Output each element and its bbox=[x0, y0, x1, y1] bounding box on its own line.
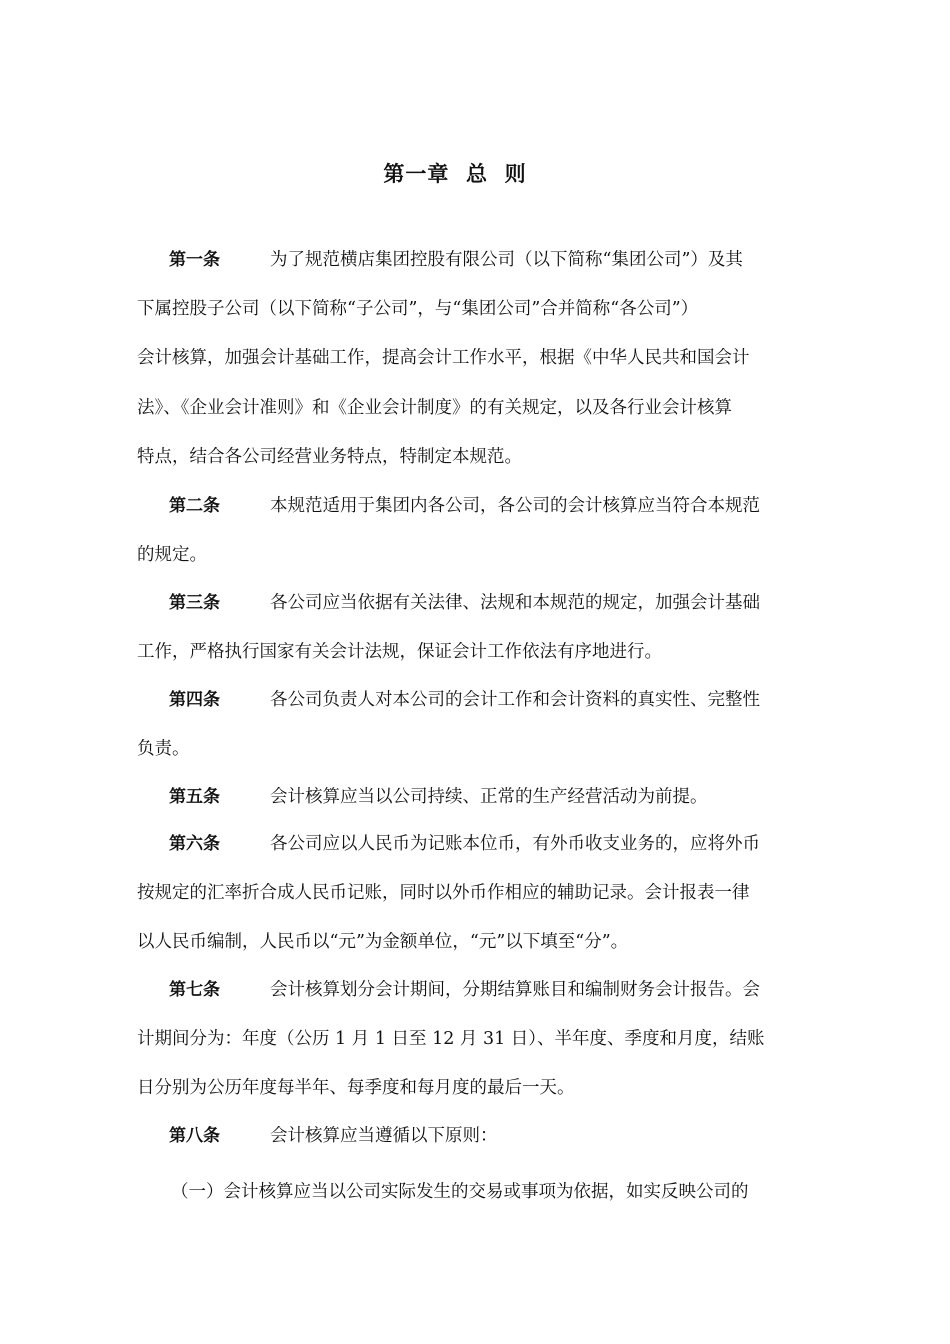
article-2-line-1: 本规范适用于集团内各公司，各公司的会计核算应当符合本规范 bbox=[270, 496, 760, 516]
article-1-line-4: 法》、《企业会计准则》和《企业会计制度》的有关规定，以及各行业会计核算 bbox=[137, 398, 732, 418]
article-6-line-2: 按规定的汇率折合成人民币记账，同时以外币作相应的辅助记录。会计报表一律 bbox=[137, 883, 750, 903]
article-1-line-2: 下属控股子公司（以下简称“子公司”，与“集团公司”合并简称“各公司”） bbox=[137, 299, 699, 319]
article-8-line-1: 会计核算应当遵循以下原则： bbox=[270, 1126, 498, 1146]
article-2-line-2: 的规定。 bbox=[137, 545, 207, 565]
article-6-line-1: 各公司应以人民币为记账本位币，有外币收支业务的，应将外币 bbox=[270, 834, 760, 854]
article-3-line-1: 各公司应当依据有关法律、法规和本规范的规定，加强会计基础 bbox=[270, 593, 760, 613]
article-3-line-2: 工作，严格执行国家有关会计法规，保证会计工作依法有序地进行。 bbox=[137, 642, 662, 662]
article-8-sub-item-1: （一）会计核算应当以公司实际发生的交易或事项为依据，如实反映公司的 bbox=[171, 1182, 749, 1202]
article-2-label: 第二条 bbox=[169, 496, 220, 516]
chapter-title: 第一章 总 则 bbox=[383, 162, 527, 186]
article-6-label: 第六条 bbox=[169, 834, 220, 854]
article-4-line-2: 负责。 bbox=[137, 739, 190, 759]
article-7-line-2: 计期间分为：年度（公历 1 月 1 日至 12 月 31 日）、半年度、季度和月度，结账 bbox=[137, 1029, 765, 1049]
article-5-label: 第五条 bbox=[169, 787, 220, 807]
article-5-line-1: 会计核算应当以公司持续、正常的生产经营活动为前提。 bbox=[270, 787, 708, 807]
article-7-line-3: 日分别为公历年度每半年、每季度和每月度的最后一天。 bbox=[137, 1078, 575, 1098]
article-1-line-3: 会计核算，加强会计基础工作，提高会计工作水平，根据《中华人民共和国会计 bbox=[137, 348, 750, 368]
article-4-line-1: 各公司负责人对本公司的会计工作和会计资料的真实性、完整性 bbox=[270, 690, 760, 710]
article-3-label: 第三条 bbox=[169, 593, 220, 613]
article-1-line-5: 特点，结合各公司经营业务特点，特制定本规范。 bbox=[137, 447, 522, 467]
article-1-line-1: 为了规范横店集团控股有限公司（以下简称“集团公司”）及其 bbox=[270, 250, 743, 270]
article-1-label: 第一条 bbox=[169, 250, 220, 270]
article-8-label: 第八条 bbox=[169, 1126, 220, 1146]
article-7-line-1: 会计核算划分会计期间，分期结算账目和编制财务会计报告。会 bbox=[270, 980, 760, 1000]
article-6-line-3: 以人民币编制，人民币以“元”为金额单位，“元”以下填至“分”。 bbox=[137, 932, 629, 952]
article-7-label: 第七条 bbox=[169, 980, 220, 1000]
article-4-label: 第四条 bbox=[169, 690, 220, 710]
